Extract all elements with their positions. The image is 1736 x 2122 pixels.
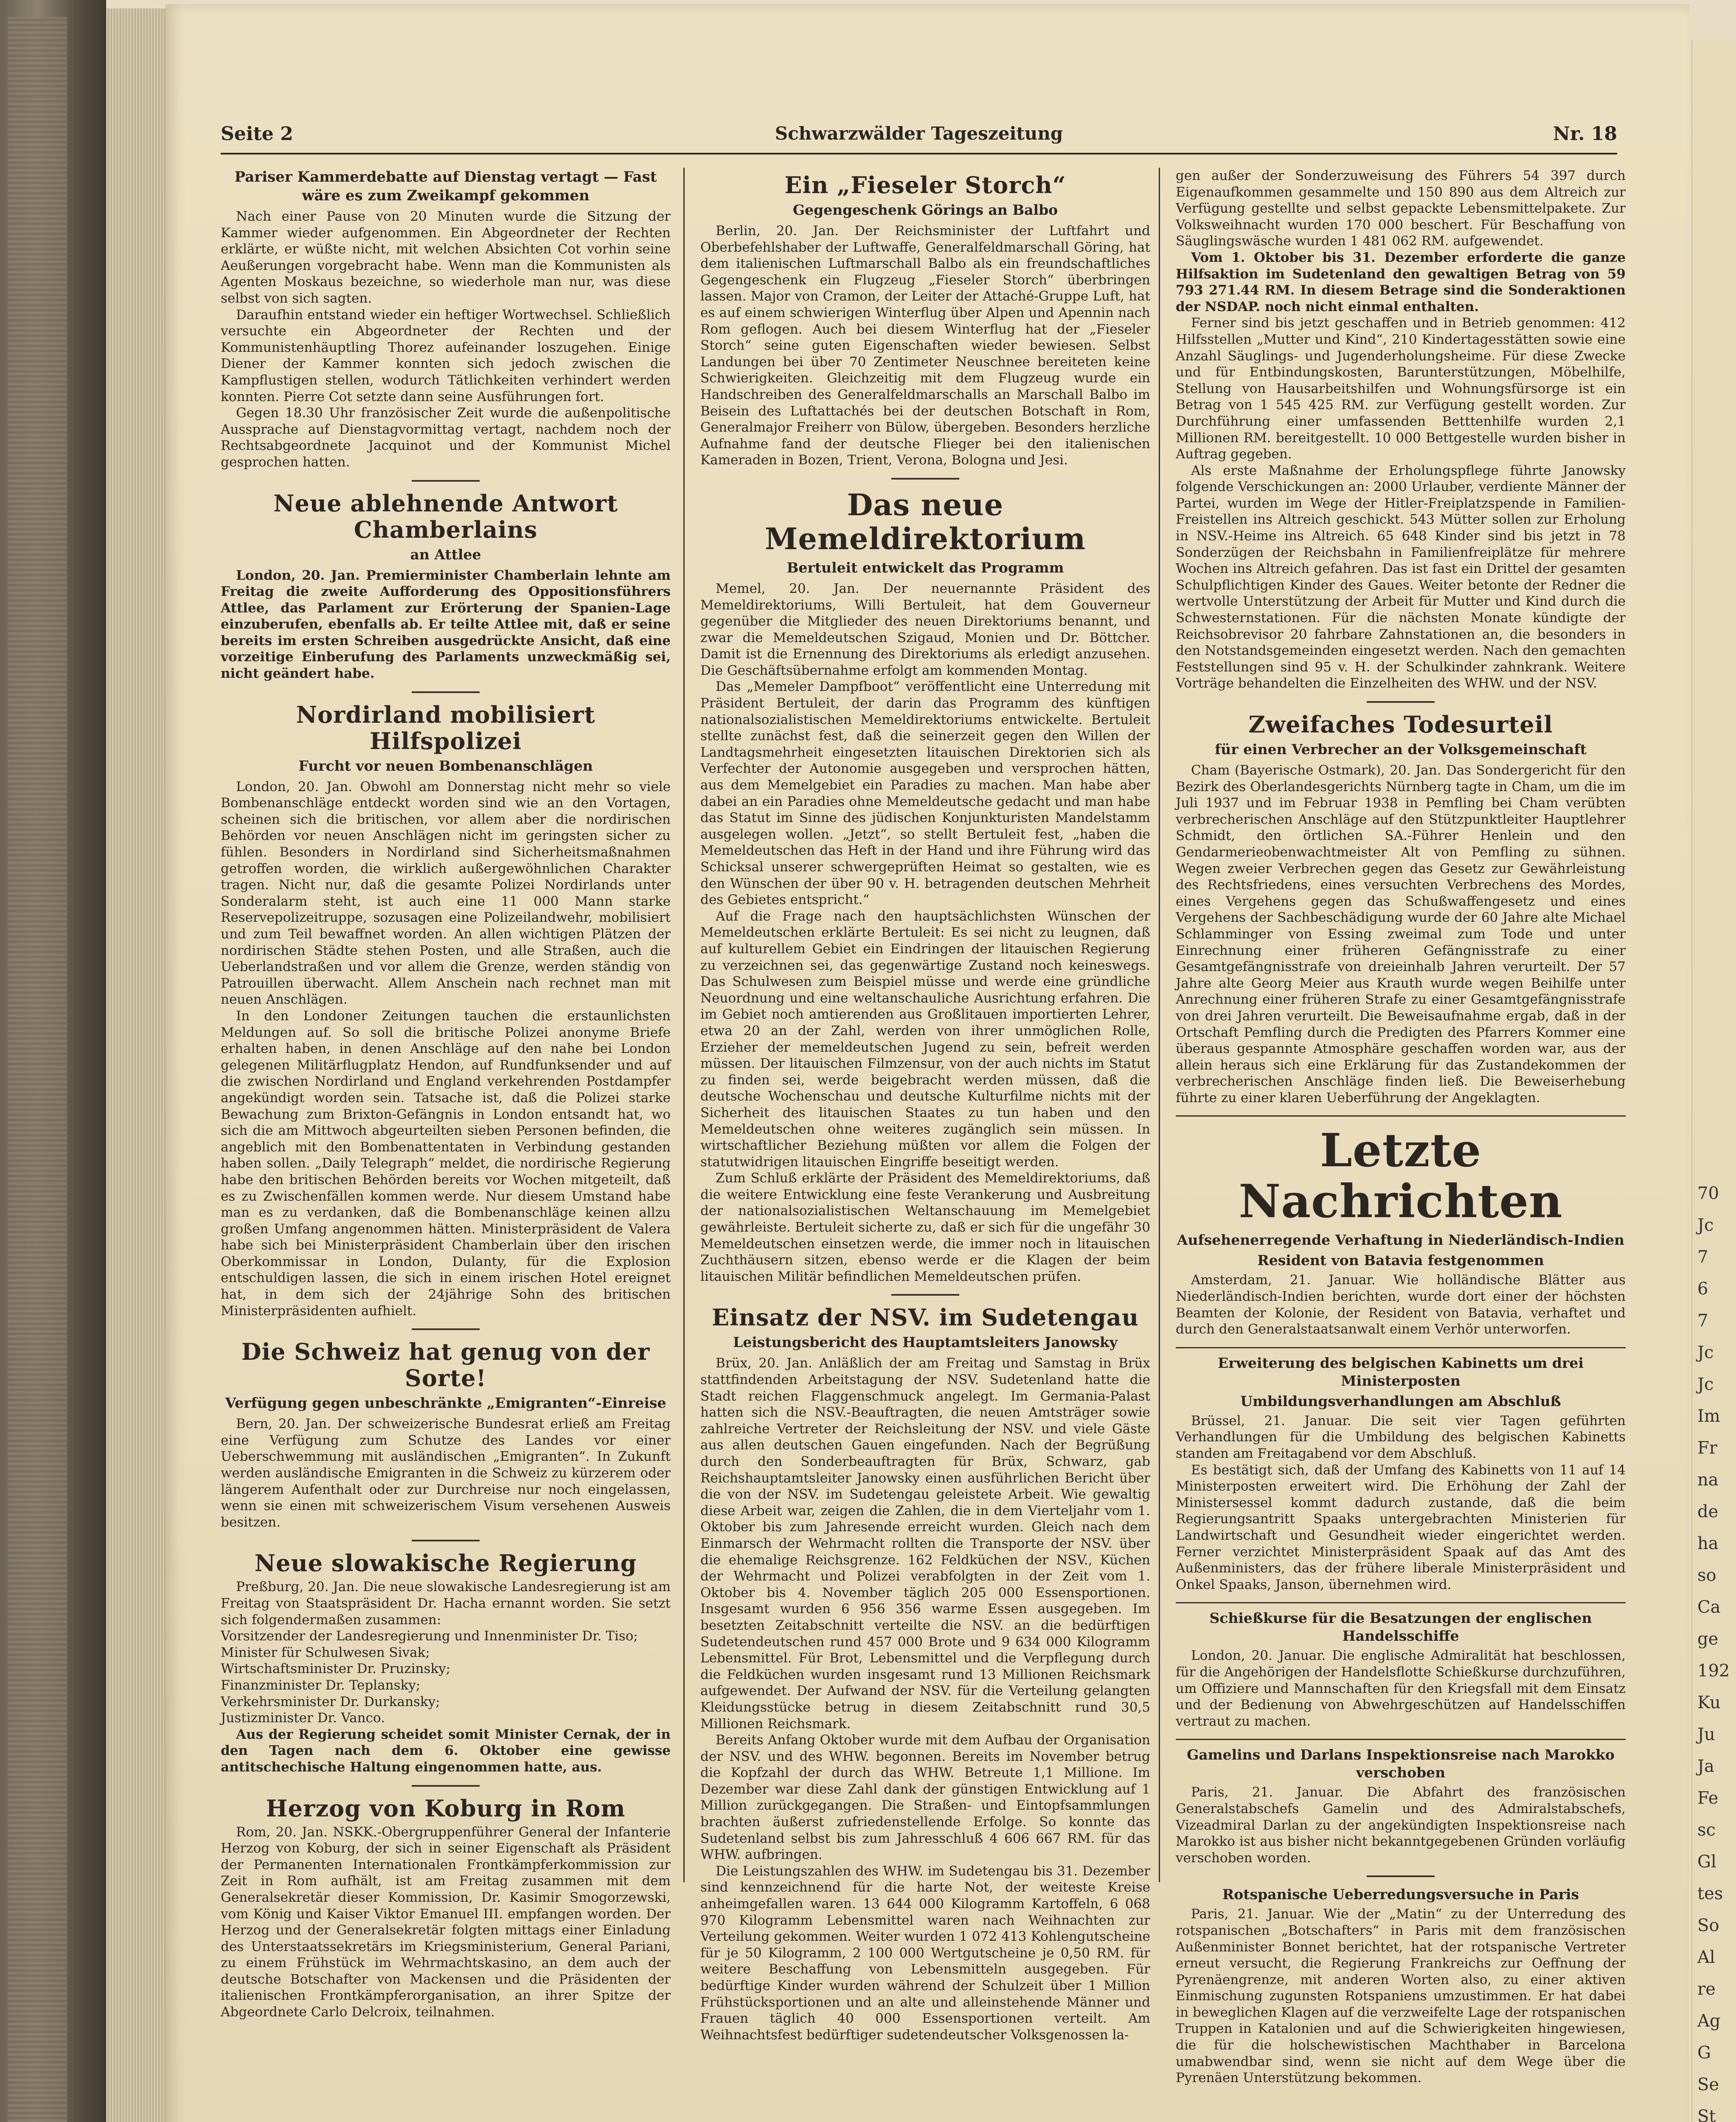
next-page-fragment: Gl	[1697, 1852, 1716, 1872]
paragraph: Ferner sind bis jetzt geschaffen und in Betrieb genommen: 412 Hilfsstellen „Mutter und Kind“, 210 Kindertagesstätten sowie eine Anzahl Säuglings- und Jugenderholungsheime. Für diese Zwecke und für Entbindungskosten, Barunterstützungen, Möbelhilfe, Stellung von Hausarbeitshilfen und Wohnungsfürsorge ist ein Betrag von 1 545 425 RM. zur Verfügung gestellt worden. Zur Durchführung einer umfassenden Betttenhilfe wurden 2,1 Millionen RM. bereitgestellt. 10 000 Bettgestelle wurden bisher in Auftrag gegeben.	[1176, 315, 1626, 462]
paragraph: Das „Memeler Dampfboot“ veröffentlicht eine Unterredung mit Präsident Bertuleit, der darin das Programm des künftigen nationalsozialistischen Memeldirektoriums entwickelte. Bertuleit stellte zunächst fest, daß die seinerzeit gegen den Willen der Landtagsmehrheit eingesetzten litauischen Direktorien sich als Verfechter der Autonomie ausgegeben und versprochen hätten, aus dem Memelgebiet ein Paradies zu machen. Man habe aber dabei an ein Paradies ohne Memeldeutsche gedacht und man habe das Statut im Sinne des jüdischen Konjunkturisten Mandelstamm ausgelegen wollen. „Jetzt“, so stellt Bertuleit fest, „haben die Memeldeutschen das Heft in der Hand und ihre Führung wird das Schicksal unserer schwergeprüften Heimat so gestalten, wie es den Wünschen der über 90 v. H. betragenden deutschen Mehrheit des Gebietes entspricht.“	[700, 679, 1150, 908]
next-page-fragment: ge	[1697, 1629, 1719, 1649]
paragraph: Bern, 20. Jan. Der schweizerische Bundesrat erließ am Freitag eine Verfügung zum Schutze des Landes vor einer Ueberschwemmung mit ausländischen „Emigranten“. In Zukunft werden ausländische Emigranten in die Schweiz zu kürzerem oder längerem Aufenthalt oder zur Durchreise nur noch eingelassen, wenn sie einen mit schweizerischem Visum versehenen Ausweis besitzen.	[221, 1416, 671, 1530]
article-headline: Aufsehenerregende Verhaftung in Niederländisch-Indien	[1177, 1232, 1625, 1249]
article-memeldirektorium	[700, 488, 1150, 1285]
article-subheadline: Verfügung gegen unbeschränkte „Emigranten“-Einreise	[225, 1395, 666, 1412]
paragraph: Vom 1. Oktober bis 31. Dezember erforderte die ganze Hilfsaktion im Sudetenland den gewaltigen Betrag von 59 793 271.44 RM. In diesem Betrage sind die Sonderaktionen der NSDAP. noch nicht einmal enthalten.	[1176, 250, 1626, 314]
paragraph: gen außer der Sonderzuweisung des Führers 54 397 durch Eigenaufkommen gesammelte und 150 890 aus dem Altreich zur Verfügung gestellte und selbst gepackte Lebensmittelpakete. Zur Volksweihnacht wurden 170 000 beschert. Für Beschaffung von Säuglingswäsche wurden 1 481 062 RM. aufgewendet.	[1176, 168, 1626, 249]
article-rotspanien	[1176, 1886, 1626, 2086]
article-nordirland	[221, 702, 671, 1319]
article-subheadline: an Attlee	[410, 546, 481, 563]
article-subheadline: Furcht vor neuen Bombenanschlägen	[298, 757, 593, 774]
article-headline: Erweiterung des belgischen Kabinetts um drei Ministerposten	[1218, 1354, 1584, 1389]
article-headline: Zweifaches Todesurteil	[1248, 711, 1553, 738]
paragraph: London, 20. Jan. Obwohl am Donnerstag nicht mehr so viele Bombenanschläge entdeckt worden sind wie an den Vortagen, scheinen sich die britischen, vor allem aber die nordirischen Behörden vor neuen Anschlägen nicht im geringsten sicher zu fühlen. Besonders in Nordirland sind Sicherheitsmaßnahmen getroffen worden, die wirklich außergewöhnlichen Charakter tragen. Nicht nur, daß die gesamte Polizei Nordirlands unter Sonderalarm steht, ist auch eine 11 000 Mann starke Reservepolizeitruppe, sozusagen eine Polizeilandwehr, mobilisiert und zum Teil bewaffnet worden. An allen wichtigen Plätzen der nordirischen Städte stehen Posten, und alle Straßen, auch die Ueberlandstraßen und vor allem die Grenze, werden ständig von Patrouillen überwacht. Allem Anschein nach rechnet man mit neuen Anschlägen.	[221, 779, 671, 1008]
next-page-fragment: Ku	[1697, 1693, 1721, 1712]
next-page-edge	[1691, 40, 1736, 2122]
column-3	[1176, 168, 1626, 2096]
next-page-fragment: Ag	[1697, 2011, 1721, 2031]
paragraph: Daraufhin entstand wieder ein heftiger Wortwechsel. Schließlich versuchte ein Abgeordneter der Rechten und der Kommunistenhäuptling Thorez aufeinander loszugehen. Einige Diener der Kammer konnten sich jedoch zwischen die Kampflustigen stellen, wodurch Tätlichkeiten verhindert werden konnten. Pierre Cot setzte dann seine Ausführungen fort.	[221, 307, 671, 404]
next-page-fragment: St	[1697, 2107, 1716, 2122]
article-chamberlain	[221, 490, 671, 682]
next-page-fragment: So	[1697, 1916, 1719, 1935]
article-subheadline: Leistungsbericht des Hauptamtsleiters Janowsky	[733, 1334, 1118, 1351]
article-headline: Einsatz der NSV. im Sudetengau	[712, 1304, 1139, 1331]
next-page-fragment: de	[1697, 1502, 1719, 1521]
article-nsv-continued	[1176, 168, 1626, 692]
paragraph: Aus der Regierung scheidet somit Minister Cernak, der in den Tagen nach dem 6. Oktober eine gewisse antitschechische Haltung eingenommen hatte, aus.	[221, 1726, 671, 1775]
article-headline: Nordirland mobilisiert Hilfspolizei	[296, 701, 596, 755]
paragraph: Berlin, 20. Jan. Der Reichsminister der Luftfahrt und Oberbefehlshaber der Luftwaffe, Generalfeldmarschall Göring, hat dem italienischen Luftmarschall Balbo als ein freundschaftliches Gegengeschenk ein Flugzeug „Fieseler Storch“ überbringen lassen. Major von Cramon, der Leiter der Attaché-Gruppe Luft, hat es auf einem schwierigen Winterflug über Alpen und Apennin nach Rom geflogen. Auch bei diesem Winterflug hat der „Fieseler Storch“ seine guten Eigenschaften wieder bewiesen. Selbst Landungen bei über 70 Zentimeter Neuschnee bereiteten keine Schwierigkeiten. Gleichzeitig mit dem Flugzeug wurde ein Handschreiben des Generalfeldmarschalls an Marschall Balbo im Beisein des Luftattachés bei der deutschen Botschaft in Rom, Generalmajor Freiherr von Bülow, übergeben. Besonders herzliche Aufnahme fand der deutsche Flieger bei den italienischen Kameraden in Bozen, Trient, Verona, Bologna und Jesi.	[700, 223, 1150, 468]
article-headline: Neue slowakische Regierung	[254, 1549, 637, 1577]
article-nsv-sudetengau	[700, 1304, 1150, 2043]
next-page-fragment: 7	[1697, 1247, 1708, 1267]
column-rule	[1159, 168, 1160, 1882]
paragraph: Paris, 21. Januar. Wie der „Matin“ zu der Unterredung des rotspanischen „Botschafters“ in Paris mit dem französischen Außenminister Bonnet berichtet, hat der rotspanische Vertreter erneut versucht, die Regierung Frankreichs zur Oeffnung der Pyrenäengrenze, mit anderen Worten also, zu einer aktiven Einmischung zugunsten Rotspaniens umzustimmen. Er hat dabei in beweglichen Klagen auf die verzweifelte Lage der rotspanischen Truppen in Katalonien und auf die Schwierigkeiten hingewiesen, die für die holschewistischen Machthaber in Barcelona umabwendbar sind, wenn sie nicht auf dem Wege über die Pyrenäen Unterstützung bekommen.	[1176, 1906, 1626, 2086]
paragraph: Brüx, 20. Jan. Anläßlich der am Freitag und Samstag in Brüx stattfindenden Arbeitstagung der NSV. Sudetenland hatte die Stadt reichen Flaggenschmuck angelegt. Im Germania-Palast hatten sich die NSV.-Beauftragten, die neuen Amtsträger sowie zahlreiche Vertreter der Reichsleitung der NSV. und viele Gäste aus allen deutschen Gauen eingefunden. Nach der Begrüßung durch den Sonderbeauftragten für Brüx, Schwarz, gab Reichshauptamtsleiter Janowsky einen ausführlichen Bericht über die von der NSV. im Sudetengau geleistete Arbeit. Wie gewaltig diese Arbeit war, zeigen die Zahlen, die in dem Vierteljahr vom 1. Oktober bis zum Jahresende erreicht wurden. Gleich nach dem Einmarsch der Wehrmacht rollten die Transporte der NSV. über die ehemalige Reichsgrenze. 162 Feldküchen der NSV., Küchen der Wehrmacht und Polizei verabfolgten in der Zeit vom 1. Oktober bis 4. November täglich 205 000 Essensportionen. Insgesamt wurden 6 956 356 warme Essen ausgegeben. Im besetzten Zeitabschnitt verteilte die NSV. an die bedürftigen Sudetendeutschen rund 457 000 Brote und 9 634 000 Kilogramm Lebensmittel. Für Brot, Lebensmittel und die Verpflegung durch die Feldküchen wurden insgesamt rund 13 Millionen Reichsmark aufgewendet. Der Aufwand der NSV. für die Verteilung gelangten Kleidungsstücke betrug in diesem Zeitabschnitt rund 30,5 Millionen Reichsmark.	[700, 1356, 1150, 1732]
page-header	[221, 123, 1617, 154]
paragraph: Es bestätigt sich, daß der Umfang des Kabinetts von 11 auf 14 Ministerposten erweitert wird. Die Erhöhung der Zahl der Ministersessel kommt dadurch zustande, daß die beim Regierungsantritt Spaaks untergebrachten Ministerien für Landwirtschaft und Gesundheit wieder eingerichtet werden. Ferner verzichtet Ministerpräsident Spaak auf das Amt des Außenministers, das der frühere liberale Ministerpräsident und Onkel Spaaks, Janson, übernehmen wird.	[1176, 1462, 1626, 1592]
article-subheadline: für einen Verbrecher an der Volksgemeinschaft	[1215, 741, 1587, 758]
separator	[412, 1328, 480, 1330]
next-page-fragment: 6	[1697, 1279, 1708, 1299]
list-item: Justizminister Dr. Vanco.	[221, 1710, 385, 1726]
next-page-fragment: Jc	[1697, 1375, 1714, 1394]
paragraph: In den Londoner Zeitungen tauchen die erstaunlichsten Meldungen auf. So soll die britische Polizei anonyme Briefe erhalten haben, in denen Anschläge auf den nahe bei London gelegenen Militärflugplatz Hendon, auf Rundfunksender und auf die zwischen Nordirland und England verkehrenden Postdampfer angekündigt worden sein. Tatsache ist, daß die Polizei starke Bewachung zum Brixton-Gefängnis in London entsandt hat, wo sich die am Mittwoch abgeurteilten sieben Personen befinden, die angeblich mit den Bombenattentaten in Verbindung gestanden haben sollen. „Daily Telegraph“ meldet, die nordirische Regierung habe den britischen Behörden bereits vor Wochen mitgeteilt, daß es zu Zwischenfällen kommen werde. Nur diesem Umstand habe man es zu verdanken, daß die Bombenanschläge keinen allzu großen Umfang angenommen hätten. Ministerpräsident de Valera habe sich bei Ministerpräsident Chamberlain über den irischen Oberkommissar in London, Dulanty, für die Explosion entschuldigen lassen, die sich in einem irischen Hotel ereignet hat, in dem sich der 24jährige Sohn des britischen Ministerpräsidenten aufhielt.	[221, 1008, 671, 1319]
article-fieseler-storch	[700, 172, 1150, 469]
paragraph: Preßburg, 20. Jan. Die neue slowakische Landesregierung ist am Freitag von Staatspräsident Dr. Hacha ernannt worden. Sie setzt sich folgendermaßen zusammen:	[221, 1579, 671, 1628]
issue-number: Nr. 18	[1553, 123, 1617, 145]
separator	[1176, 1347, 1626, 1348]
article-headline: Pariser Kammerdebatte auf Dienstag vertagt — Fast wäre es zum Zweikampf gekommen	[234, 168, 657, 204]
paragraph: London, 20. Januar. Die englische Admiralität hat beschlossen, für die Angehörigen der Handelsflotte Schießkurse durchzuführen, um Offiziere und Mannschaften für den Kriegsfall mit dem Einsatz und der Bedienung von Abwehrgeschützen auf Handelsschiffen vertraut zu machen.	[1176, 1648, 1626, 1729]
separator	[1176, 1739, 1626, 1740]
next-page-fragment: Al	[1697, 1948, 1715, 1967]
next-page-fragment: Ca	[1697, 1597, 1721, 1617]
page-edges	[106, 8, 166, 2122]
next-page-fragment: Jc	[1697, 1215, 1714, 1235]
next-page-fragment: Se	[1697, 2075, 1719, 2094]
next-page-fragment: Ju	[1697, 1725, 1715, 1744]
separator	[891, 1294, 959, 1296]
next-page-fragment: 192	[1697, 1661, 1730, 1681]
separator	[412, 691, 480, 693]
section-headline: Letzte Nachrichten	[1239, 1124, 1563, 1229]
paragraph: Nach einer Pause von 20 Minuten wurde die Sitzung der Kammer wieder aufgenommen. Ein Abgeordneter der Rechten erklärte, er wüßte nicht, mit welchen Absichten Cot vorhin seine Aeußerungen vorgebracht habe. Wenn man die Kommunisten als Agenten Moskaus bezeichne, so wiederhole man nur, was diese selbst von sich sagten.	[221, 209, 671, 306]
next-page-fragment: re	[1697, 1979, 1716, 1999]
article-pariser-kammerdebatte	[221, 168, 671, 471]
column-1	[221, 168, 671, 2030]
article-subheadline: Bertuleit entwickelt das Programm	[787, 559, 1064, 576]
article-slowakische-regierung	[221, 1550, 671, 1775]
article-todesurteil	[1176, 711, 1626, 1106]
separator	[1176, 1115, 1626, 1117]
article-headline: Ein „Fieseler Storch“	[784, 171, 1066, 199]
paragraph: Paris, 21. Januar. Die Abfahrt des französischen Generalstabschefs Gamelin und des Admiralstabschefs, Vizeadmiral Darlan zu der angekündigten Inspektionsreise nach Marokko ist aus bisher nicht bekanntgegebenen Gründen vorläufig verschoben worden.	[1176, 1785, 1626, 1866]
paragraph: Memel, 20. Jan. Der neuernannte Präsident des Memeldirektoriums, Willi Bertuleit, hat dem Gouverneur gegenüber die Mitglieder des neuen Direktoriums benannt, und zwar die Memeldeutschen Szigaud, Monien und Dr. Böttcher. Damit ist die Ernennung des Direktoriums als erledigt anzusehen. Die Geschäftsübernahme erfolgt am kommenden Montag.	[700, 581, 1150, 678]
article-subheadline: Umbildungsverhandlungen am Abschluß	[1240, 1392, 1561, 1409]
paragraph: Rom, 20. Jan. NSKK.-Obergruppenführer General der Infanterie Herzog von Koburg, der sich in seiner Eigenschaft als Präsident der Permanenten Internationalen Frontkämpferkommission zur Zeit in Rom aufhält, ist am Freitag zusammen mit dem Generalsekretär dieser Kommission, Dr. Kasimir Smogorzewski, vom König und Kaiser Viktor Emanuel III. empfangen worden. Der Herzog und der Generalsekretär folgten mittags einer Einladung des Unterstaatssekretärs im Kriegsministerium, General Pariani, zu einem Frühstück im Wehrmachtskasino, an dem auch der deutsche Botschafter von Mackensen und die Präsidenten der italienischen Frontkämpferorganisation, an ihrer Spitze der Abgeordnete Carlo Delcroix, teilnahmen.	[221, 1824, 671, 2020]
separator	[412, 1540, 480, 1541]
next-page-fragment: 70	[1697, 1184, 1719, 1203]
paragraph: Auf die Frage nach den hauptsächlichsten Wünschen der Memeldeutschen erklärte Bertuleit: Es sei nicht zu leugnen, daß auf kulturellem Gebiet ein Eindringen der litauischen Regierung zu verzeichnen sei, das gegenwärtige Zustand noch keineswegs. Das Schulwesen zum Beispiel müsse und werde eine gründliche Neuordnung und eine weltanschauliche Ausrichtung erfahren. Die im Gebiet noch amtierenden aus Großlitauen importierten Lehrer, etwa 20 an der Zahl, werden von ihrer unmöglichen Rolle, Erzieher der memeldeutschen Jugend zu sein, befreit werden müssen. Der litauischen Filmzensur, von der auch nichts im Statut zu finden sei, werde beigebracht werden müssen, daß die deutsche Wochenschau und deutsche Kulturfilme nichts mit der Sicherheit des litauischen Staates zu tun haben und den Memeldeutschen ohne weiteres zugänglich sein müssen. In wirtschaftlicher Beziehung müßten vor allem die Folgen der statutwidrigen litauischen Eingriffe beseitigt werden.	[700, 908, 1150, 1170]
list-item: Vorsitzender der Landesregierung und Innenminister Dr. Tiso;	[221, 1628, 638, 1644]
article-schiesskurse	[1176, 1609, 1626, 1729]
paragraph: Bereits Anfang Oktober wurde mit dem Aufbau der Organisation der NSV. und des WHW. begonnen. Bereits im November betrug die Kopfzahl der durch das WHW. Betreute 1,1 Millione. Im Dezember war diese Zahl dank der günstigen Entwicklung auf 1 Million zurückgegangen. Die Straßen- und Eintopfsammlungen brachten äußerst zufriedenstellende Erfolge. So konnte das Sudetenland selbst bis zum Jahresschluß 4 606 667 RM. für das WHW. aufbringen.	[700, 1732, 1150, 1863]
article-schweiz	[221, 1339, 671, 1530]
next-page-fragment: 7	[1697, 1311, 1708, 1330]
separator	[891, 478, 959, 480]
paragraph: Brüssel, 21. Januar. Die seit vier Tagen geführten Verhandlungen für die Umbildung des belgischen Kabinetts standen am Freitagabend vor dem Abschluß.	[1176, 1413, 1626, 1462]
separator	[1367, 701, 1435, 703]
separator	[1367, 1875, 1435, 1877]
next-page-fragments	[1692, 1178, 1736, 2122]
paragraph: Gegen 18.30 Uhr französischer Zeit wurde die außenpolitische Aussprache auf Dienstagvormittag vertagt, nachdem noch der Rechtsabgeordnete Jacquinot und der Kommunist Michel gesprochen hatten.	[221, 405, 671, 470]
list-item: Finanzminister Dr. Teplansky;	[221, 1677, 421, 1693]
next-page-fragment: tes	[1697, 1884, 1723, 1903]
article-headline: Schießkurse für die Besatzungen der englischen Handelsschiffe	[1209, 1610, 1592, 1645]
article-belgisches-kabinett	[1176, 1354, 1626, 1593]
next-page-fragment: Fr	[1697, 1438, 1717, 1458]
article-headline: Neue ablehnende Antwort Chamberlains	[273, 489, 618, 543]
next-page-spacer	[1692, 40, 1736, 1178]
paragraph: Cham (Bayerische Ostmark), 20. Jan. Das Sondergericht für den Bezirk des Oberlandesgerichts Nürnberg tagte in Cham, um die im Juli 1937 und im Februar 1938 in Pemfling bei Cham verübten verbrecherischen Anschläge auf den Stützpunktleiter Hauptlehrer Schmidt, den örtlichen SA.-Führer Henlein und den Gendarmerieobenwachtmeister Alt von Pemfling zu sühnen. Wegen zweier Verbrechen gegen das Gesetz zur Gewährleistung des Rechtsfriedens, eines versuchten Verbrechens des Mordes, eines Vergehens gegen das Schußwaffengesetz und eines Vergehens der Sachbeschädigung wurde der 60 Jahre alte Michael Schlamminger von Essing zweimal zum Tode und unter Einrechnung einer früheren Gefängnisstrafe zu einer Gesamtgefängnisstrafe von dreieinhalb Jahren verurteilt. Der 57 Jahre alte Georg Meier aus Krauth wurde wegen Beihilfe unter Anrechnung einer früheren Strafe zu einer Gesamtgefängnisstrafe von drei Jahren verurteilt. Die Beweisaufnahme ergab, daß in der Ortschaft Pemfling durch die Predigten des Pfarrers Kommer eine überaus gespannte Atmosphäre geschaffen worden war, aus der allein heraus sich eine Erklärung für das Zustandekommen der verbrecherischen Anschläge finden ließ. Die Beweiserhebung führte zu einer klaren Ueberführung der Angeklagten.	[1176, 763, 1626, 1106]
page-number: Seite 2	[221, 123, 293, 145]
paragraph: Amsterdam, 21. Januar. Wie holländische Blätter aus Niederländisch-Indien berichten, wurde dort einer der höchsten Beamten der Kolonie, der Resident von Batavia, verhaftet und durch den Generalstaatsanwalt einem Verhör unterworfen.	[1176, 1272, 1626, 1337]
next-page-fragment: sc	[1697, 1820, 1716, 1840]
separator	[1176, 1602, 1626, 1603]
paragraph: Zum Schluß erklärte der Präsident des Memeldirektoriums, daß die weitere Entwicklung eine feste Verankerung und Ausbreitung der nationalsozialistischen Weltanschauung im Memelgebiet gewährleiste. Bertuleit sicherte zu, daß er sich für die ungefähr 30 Memeldeutschen einsetzen werde, die immer noch in litauischen Zuchthäusern sitzen, ebenso werde er die Klagen der beim litauischen Militär befindlichen Memeldeutschen prüfen.	[700, 1170, 1150, 1284]
article-headline: Herzog von Koburg in Rom	[266, 1794, 626, 1822]
article-gamelin-darlan	[1176, 1746, 1626, 1866]
book-spine	[0, 0, 106, 2122]
spine-cloth	[8, 17, 67, 2122]
paragraph: Die Leistungszahlen des WHW. im Sudetengau bis 31. Dezember sind kennzeichnend für die harte Not, der weiteste Kreise anheimgefallen waren. 13 644 000 Kilogramm Kartoffeln, 6 068 970 Kilogramm Lebensmittel waren nach Weihnachten zur Verteilung gekommen. Weiter wurden 1 072 413 Kohlengutscheine für je 50 Kilogramm, 2 100 000 Wertgutscheine je 0,50 RM. für weitere Beschaffung von Lebensmitteln ausgegeben. Für bedürftige Kinder wurden während der Schulzeit über 1 Million Frühstücksportionen und an alte und alleinstehende Männer und Frauen täglich 40 000 Essensportionen verteilt. Am Weihnachtsfest bedürftiger sudetendeutscher Volksgenossen la-	[700, 1863, 1150, 2043]
separator	[412, 480, 480, 482]
list-item: Verkehrsminister Dr. Durkansky;	[221, 1694, 440, 1709]
article-subheadline: Gegengeschenk Görings an Balbo	[792, 202, 1058, 218]
newspaper-title: Schwarzwälder Tageszeitung	[775, 123, 1063, 144]
column-rule	[683, 168, 685, 1882]
separator	[412, 1785, 480, 1787]
next-page-fragment: so	[1697, 1566, 1716, 1585]
list-item: Wirtschaftsminister Dr. Pruzinsky;	[221, 1661, 451, 1677]
article-subheadline: Resident von Batavia festgenommen	[1257, 1252, 1544, 1269]
paragraph: Als erste Maßnahme der Erholungspflege führte Janowsky folgende Verschickungen an: 2000 Urlauber, verdiente Männer der Partei, wurden im Wege der Hitler-Freiplatzspende in Familien-Freistellen ins Altreich geschickt. 543 Mütter sollen zur Erholung in NSV.-Heime ins Altreich. 65 648 Kinder sind bis jetzt in 78 Sonderzügen der Reichsbahn in Familienfreiplätze für mehrere Wochen ins Altreich gefahren. Das ist fast ein Drittel der gesamten Schulpflichtigen Kinder des Gaues. Weiter betonte der Redner die wertvolle Unterstützung der Arbeit für Mutter und Kind durch die Schwesternstationen. Für die nächsten Monate kündigte der Reichsobrevisor 20 fahrbare Zahnstationen an, die besonders in den Notstandsgemeinden eingesetzt werden. Nach den gemachten Feststellungen sind 95 v. H. der Schulkinder zahnkrank. Weitere Vorträge behandelten die Einzelheiten des WHW. und der NSV.	[1176, 463, 1626, 691]
article-herzog-koburg	[221, 1795, 671, 2021]
article-headline: Die Schweiz hat genug von der Sorte!	[241, 1338, 650, 1392]
next-page-fragment: ha	[1697, 1534, 1719, 1553]
list-item: Minister für Schulwesen Sivak;	[221, 1645, 430, 1660]
next-page-fragment: Ja	[1697, 1757, 1714, 1776]
article-headline: Gamelins und Darlans Inspektionsreise nach Marokko verschoben	[1187, 1746, 1615, 1781]
column-2	[700, 168, 1150, 2052]
next-page-fragment: Im	[1697, 1406, 1720, 1426]
next-page-fragment: Fe	[1697, 1788, 1719, 1808]
next-page-fragment: Jc	[1697, 1343, 1714, 1362]
paragraph: London, 20. Jan. Premierminister Chamberlain lehnte am Freitag die zweite Aufforderung des Oppositionsführers Attlee, das Parlament zur Erörterung der Spanien-Lage einzuberufen, ebenfalls ab. Er teilte Attlee mit, daß er seine bereits im ersten Schreiben ausgedrückte Ansicht, daß eine vorzeitige Einberufung des Parlaments unzweckmäßig sei, nicht geändert habe.	[221, 567, 671, 682]
article-letzte-nachrichten	[1176, 1125, 1626, 1337]
article-headline: Rotspanische Ueberredungsversuche in Paris	[1222, 1886, 1579, 1903]
next-page-fragment: G	[1697, 2043, 1711, 2063]
next-page-fragment: na	[1697, 1470, 1719, 1490]
article-headline: Das neue Memeldirektorium	[764, 487, 1086, 556]
